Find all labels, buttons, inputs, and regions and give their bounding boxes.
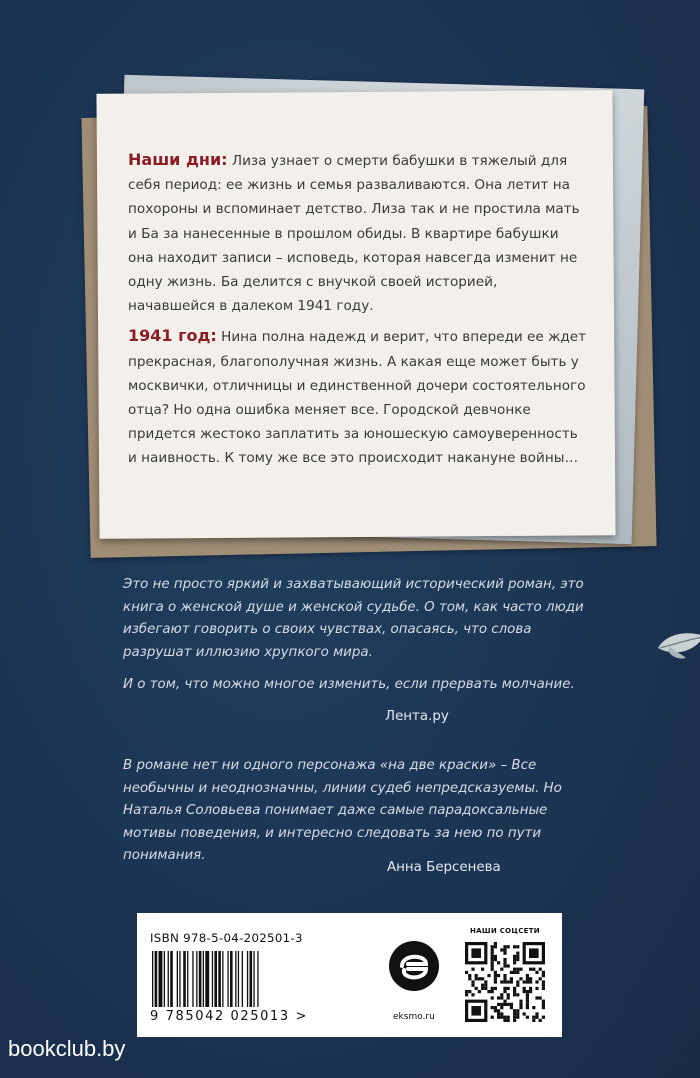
review-quote-1-text: Это не просто яркий и захватывающий исторический роман, это книга о женской душе и женской судьбе. О том, как часто люди избегают говорить о своих чувствах, опасаясь, что слова разрушат иллюзию хрупкого мира. [123, 577, 584, 660]
text-present: Лиза узнает о смерти бабушки в тяжелый для себя период: ее жизнь и семья разваливаются. Она летит на похороны и вспоминает детство. Лиза так и не простила мать и Ба за нанесенные в прошлом обиды. В квартире бабушки она находит записи – исповедь, которая навсегда изменит не одну жизнь. Ба делится с внучкой своей историей, начавшейся в далеком 1941 году. [128, 153, 580, 315]
review-quote-1-author: Лента.ру [385, 709, 449, 724]
review-quote-1 [123, 574, 603, 707]
synopsis [128, 148, 588, 477]
leaf-decoration-icon [656, 628, 700, 662]
barcode-digits: 9 785042 025013 > [150, 1009, 309, 1024]
review-quote-2-author: Анна Берсенева [387, 860, 501, 875]
synopsis-paragraph-present [128, 148, 588, 318]
isbn-label: ISBN 978-5-04-202501-3 [150, 931, 303, 945]
eksmo-logo-icon [388, 936, 440, 998]
publisher-site[interactable]: eksmo.ru [393, 1012, 435, 1022]
review-quote-2-text: В романе нет ни одного персонажа «на две краски» – Все необычны и неоднозначны, линии судеб непредсказуемы. Но Наталья Соловьева понимает даже самые парадоксальные мотивы поведения, и интересно следовать за нею по пути понимания. [123, 758, 562, 863]
review-quote-1-text-2: И о том, что можно многое изменить, если прервать молчание. [123, 677, 575, 692]
review-quote-2 [123, 755, 603, 878]
barcode-icon [150, 951, 342, 1007]
heading-1941: 1941 год: [128, 326, 217, 346]
watermark-site: bookclub.by [8, 1036, 126, 1061]
heading-present: Наши дни: [128, 150, 228, 169]
social-label: НАШИ СОЦСЕТИ [470, 927, 540, 935]
synopsis-paragraph-1941 [128, 324, 588, 470]
text-1941: Нина полна надежд и верит, что впереди ее ждет прекрасная, благополучная жизнь. А какая еще может быть у москвички, отличницы и единственной дочери состоятельного отца? Но одна ошибка меняет все. Городской девчонке придется жестоко заплатить за юношескую самоуверенность и наивность. К тому же все это происходит накануне войны… [128, 329, 587, 467]
qr-code-icon[interactable] [465, 942, 545, 1022]
